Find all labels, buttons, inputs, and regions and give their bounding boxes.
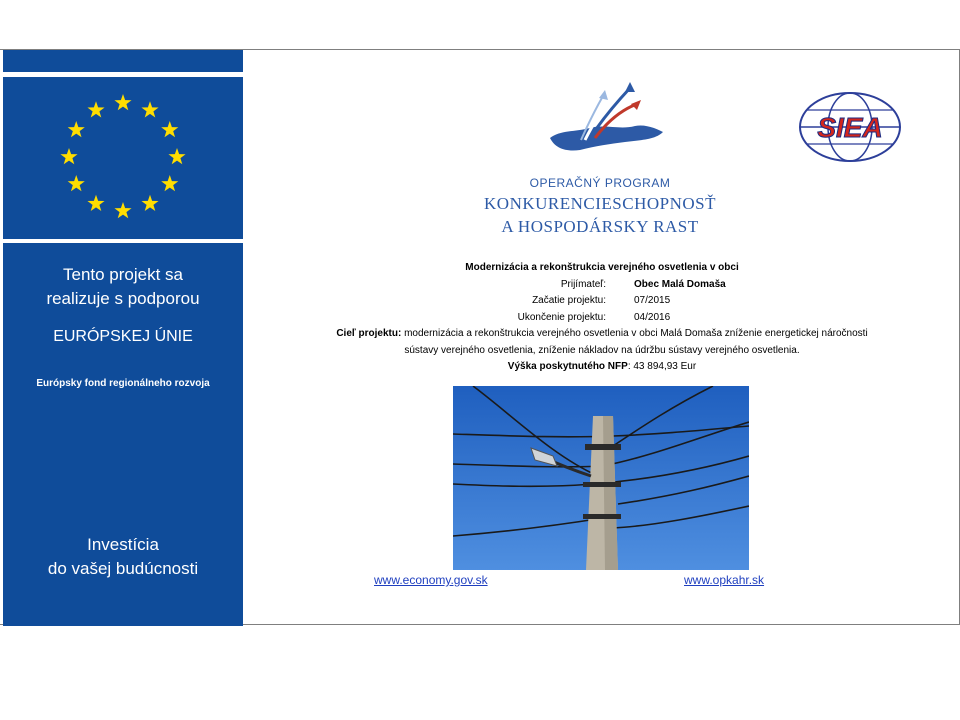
end-label: Ukončenie projektu: <box>517 311 606 323</box>
blue-strip <box>3 50 243 72</box>
operational-program-title <box>470 176 730 236</box>
eu-star-icon <box>60 148 77 164</box>
nfp-value: : 43 894,93 Eur <box>627 361 697 372</box>
eu-star-icon <box>87 195 104 211</box>
eu-star-icon <box>161 121 178 137</box>
investment-line-1: Investícia <box>87 535 159 554</box>
recipient-value: Obec Malá Domaša <box>634 278 726 290</box>
goal-label: Cieľ projektu: <box>336 328 402 339</box>
program-line-2: KONKURENCIESCHOPNOSŤ <box>484 194 716 213</box>
power-pole-photo <box>453 386 749 570</box>
fund-label: Európsky fond regionálneho rozvoja <box>36 378 210 389</box>
support-panel <box>3 243 243 626</box>
siea-logo-icon <box>795 90 905 164</box>
end-value: 04/2016 <box>634 311 671 323</box>
eu-star-icon <box>141 101 158 117</box>
eu-star-icon <box>114 202 131 218</box>
goal-text-2: sústavy verejného osvetlenia, zníženie nákladov na údržbu sústavy verejného osvetlenia. <box>404 344 800 356</box>
opkahr-link[interactable]: www.opkahr.sk <box>684 573 765 587</box>
nfp-label: Výška poskytnutého NFP <box>507 361 628 372</box>
support-line-2: realizuje s podporou <box>46 289 200 308</box>
program-line-1: OPERAČNÝ PROGRAM <box>529 176 671 190</box>
project-title: Modernizácia a rekonštrukcia verejného osvetlenia v obci <box>465 262 739 273</box>
investment-line-2: do vašej budúcnosti <box>47 559 199 578</box>
goal-text: modernizácia a rekonštrukcia verejného osvetlenia v obci Malá Domaša zníženie energetickej náročnosti <box>401 328 868 339</box>
eu-star-icon <box>114 94 131 110</box>
program-line-3: A HOSPODÁRSKY RAST <box>501 217 699 236</box>
eu-star-icon <box>68 121 85 137</box>
slide <box>0 49 960 625</box>
project-info <box>270 260 934 376</box>
eu-star-icon <box>141 195 158 211</box>
investment-text <box>3 533 243 581</box>
eu-label: EURÓPSKEJ ÚNIE <box>53 328 193 345</box>
support-text <box>3 263 243 311</box>
eu-star-icon <box>87 101 104 117</box>
eu-star-icon <box>168 148 185 164</box>
op-arrows-logo-icon <box>545 80 675 160</box>
recipient-label: Prijímateľ: <box>560 278 606 290</box>
eu-stars-icon <box>3 77 243 237</box>
svg-text:SIEA: SIEA <box>817 112 883 143</box>
support-line-1: Tento projekt sa <box>62 265 183 284</box>
eu-star-icon <box>161 175 178 191</box>
eu-star-icon <box>68 175 85 191</box>
start-label: Začatie projektu: <box>532 295 606 306</box>
economy-link[interactable]: www.economy.gov.sk <box>374 573 488 587</box>
start-value: 07/2015 <box>634 295 671 306</box>
